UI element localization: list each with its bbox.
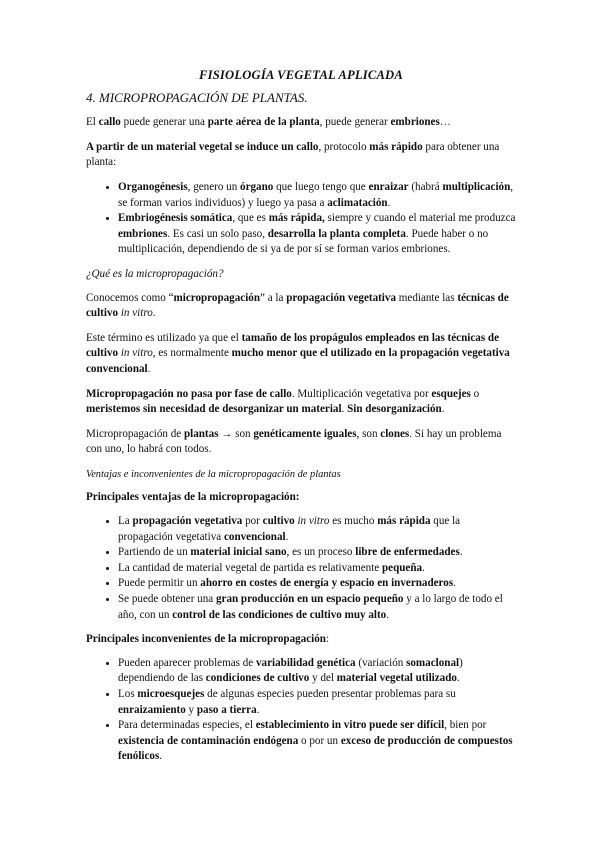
text-run: (habrá — [408, 180, 443, 193]
bold-run: técnicas de cultivo — [86, 291, 509, 320]
paragraph-callo — [86, 115, 516, 131]
list-item — [118, 545, 516, 561]
paragraph-definicion — [86, 291, 516, 322]
text-run: que luego tengo que — [273, 180, 369, 193]
bold-run: clones — [380, 427, 410, 440]
text-run: . — [456, 672, 460, 685]
text-run: y — [185, 703, 197, 716]
text-run: . Es casi un solo paso, — [167, 227, 268, 240]
text-run: es mucho — [329, 515, 378, 528]
text-run: para obtener una planta: — [86, 140, 500, 169]
text-run: Conocemos como “ — [86, 291, 174, 304]
text-run: . — [159, 750, 163, 763]
text-run: por — [242, 515, 263, 528]
text-run: . — [147, 362, 151, 375]
bold-run: Sin desorganización — [347, 403, 442, 416]
text-run: , es normalmente — [152, 347, 232, 360]
bold-run: embriones — [390, 116, 440, 129]
text-run: que la propagación vegetativa — [118, 515, 461, 543]
bold-run: ahorro en costes de energía y espacio en invernaderos — [200, 577, 454, 590]
bold-run: A partir de un material vegetal se induce un callo — [86, 140, 319, 153]
bold-run: Principales inconvenientes de la micropropagación — [86, 633, 326, 646]
bold-run: micropropagación — [173, 291, 260, 304]
bold-run: meristemos sin necesidad de desorganizar un material — [86, 403, 342, 416]
bold-run: órgano — [240, 180, 274, 193]
bold-run: enraizar — [368, 180, 409, 193]
text-run: Los — [118, 688, 138, 700]
bold-run: parte aérea de la planta — [207, 116, 320, 129]
text-run: , es un proceso — [286, 546, 356, 559]
bold-run: material inicial sano — [190, 546, 287, 559]
list-item — [118, 687, 516, 718]
text-run: : — [325, 633, 330, 646]
text-run: ) dependiendo de las — [118, 656, 463, 685]
bold-run: paso a tierra — [196, 703, 257, 716]
bold-run: libre de enfermedades — [355, 546, 460, 559]
bold-run: exceso de producción de compuestos fenólicos — [118, 734, 513, 763]
bold-run: cultivo — [262, 515, 295, 528]
text-run: … — [439, 116, 451, 129]
text-run: , puede generar — [319, 116, 391, 129]
bold-run: más rápida — [377, 515, 431, 528]
text-run: , bien por — [444, 719, 487, 732]
text-run: . — [387, 196, 391, 209]
bold-run: multiplicación — [442, 180, 511, 193]
paragraph-callo-fase — [86, 387, 516, 418]
list-item — [118, 180, 516, 211]
document-page — [86, 68, 516, 774]
text-run: . Multiplicación vegetativa por — [291, 387, 432, 400]
bold-run: más rápido — [369, 140, 423, 153]
bold-run: mucho menor que el utilizado en la propagación vegetativa convencional — [86, 347, 510, 375]
italic-run: in vitro — [120, 307, 153, 320]
bold-run: Principales ventajas de la micropropagación: — [86, 491, 300, 504]
text-run: de algunas especies pueden presentar problemas para su — [204, 688, 456, 700]
text-run: . — [285, 530, 289, 543]
list-item — [118, 211, 516, 258]
paragraph-clones — [86, 427, 516, 458]
ventajas-heading — [86, 490, 516, 506]
bold-run: desarrolla la planta completa — [267, 227, 406, 240]
bold-run: existencia de contaminación endógena — [118, 734, 299, 747]
bold-run: esquejes — [431, 387, 471, 400]
list-item — [118, 561, 516, 577]
list-inconvenientes — [86, 656, 516, 765]
text-run: . — [341, 403, 348, 416]
text-run: . — [453, 577, 456, 590]
text-run: . — [422, 561, 425, 574]
list-item — [118, 656, 516, 687]
bold-run: embriones — [118, 227, 168, 240]
text-run: . — [152, 307, 156, 320]
text-run: Este término es utilizado ya que el — [86, 331, 242, 344]
text-run: . — [441, 403, 445, 416]
text-run: mediante las — [396, 291, 458, 304]
text-run: La cantidad de material vegetal de partida es relativamente — [118, 561, 382, 574]
paragraph-material-vegetal — [86, 140, 516, 171]
section-heading: 4. MICROPROPAGACIÓN DE PLANTAS. — [86, 89, 308, 105]
bold-run: propagación vegetativa — [132, 515, 243, 528]
bold-run: control de las condiciones de cultivo muy alto — [172, 608, 387, 621]
bold-run: condiciones de cultivo — [205, 672, 310, 685]
list-item — [118, 592, 516, 623]
list-ventajas — [86, 514, 516, 623]
italic-run: in vitro — [297, 515, 330, 528]
bold-run: Embriogénesis somática — [118, 212, 233, 225]
text-run: . Si hay un problema con uno, lo habrá con todos. — [86, 427, 502, 456]
text-run: Puede permitir un — [118, 577, 201, 590]
text-run: o por un — [298, 734, 341, 747]
text-run: Se puede obtener una — [118, 593, 216, 606]
text-run: . — [459, 546, 463, 559]
paragraph-termino — [86, 331, 516, 378]
text-run: , protocolo — [318, 140, 370, 153]
text-run: Pueden aparecer problemas de — [118, 656, 256, 669]
bold-run: pequeña — [381, 561, 423, 574]
text-run: Micropropagación de — [86, 427, 184, 440]
bold-run: plantas — [183, 427, 219, 440]
text-run: siempre y cuando el material me produzca — [324, 212, 516, 225]
list-item — [118, 718, 516, 765]
text-run: (variación — [355, 656, 407, 669]
bold-run: convencional — [223, 530, 286, 543]
text-run: y a lo largo de todo el año, con un — [118, 593, 503, 621]
text-run: → son — [218, 427, 254, 440]
bold-run: variabilidad genética — [256, 656, 356, 669]
subsection-heading: Ventajas e inconvenientes de la micropropagación de plantas — [86, 468, 341, 480]
bold-run: establecimiento in vitro puede ser difícil — [255, 719, 445, 732]
text-run: La — [118, 515, 133, 528]
text-run: Partiendo de un — [118, 546, 191, 559]
text-run: . — [386, 608, 389, 621]
list-item — [118, 514, 516, 545]
bold-run: aclimatación — [327, 196, 388, 209]
bold-run: enraizamiento — [118, 703, 186, 716]
document-title: FISIOLOGÍA VEGETAL APLICADA — [199, 68, 403, 82]
text-run: El — [86, 116, 99, 129]
bold-run: propagación vegetativa — [286, 291, 396, 304]
list-embriogenesis — [86, 180, 516, 258]
bold-run: microesquejes — [137, 688, 205, 700]
text-run: puede generar una — [120, 116, 208, 129]
text-run: o — [470, 387, 480, 400]
bold-run: genéticamente iguales — [253, 427, 357, 440]
bold-run: somaclonal — [406, 656, 460, 669]
bold-run: material vegetal utilizado — [336, 672, 457, 685]
text-run: Para determinadas especies, el — [118, 719, 256, 732]
text-run: , se forman varios individuos) y luego ya pasa a — [118, 180, 514, 209]
bold-run: más rápida, — [268, 212, 325, 225]
inconvenientes-heading — [86, 632, 516, 648]
bold-run: callo — [98, 116, 121, 129]
text-run: ” a la — [260, 291, 287, 304]
text-run: y del — [309, 672, 337, 685]
text-run: , son — [356, 427, 381, 440]
text-run: , que es — [232, 212, 269, 225]
bold-run: tamaño de los propágulos empleados en las técnicas de cultivo — [86, 331, 500, 360]
list-item — [118, 576, 516, 592]
bold-run: Micropropagación no pasa por fase de callo — [86, 387, 292, 400]
text-run: . — [256, 703, 260, 716]
italic-run: in vitro — [120, 347, 153, 360]
bold-run: Organogénesis — [118, 180, 188, 193]
text-run: . Puede haber o no multiplicación, dependiendo de si ya de por sí se forman varios embriones. — [118, 227, 489, 256]
bold-run: gran producción en un espacio pequeño — [215, 593, 404, 606]
question-heading: ¿Qué es la micropropagación? — [86, 267, 224, 280]
text-run: , genero un — [187, 180, 241, 193]
